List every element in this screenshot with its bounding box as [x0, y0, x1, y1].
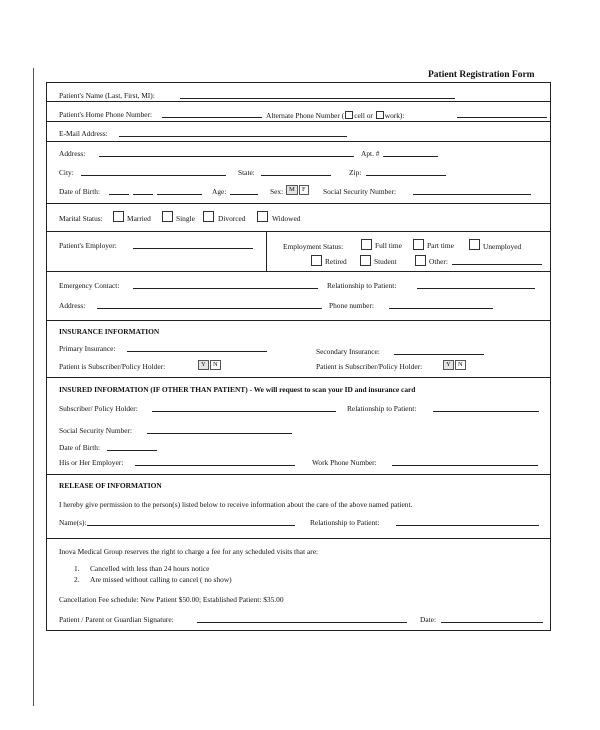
- emergency-phone-label: Phone number:: [329, 301, 374, 310]
- policy-item-number: 2.: [74, 575, 80, 584]
- insured-ssn-label: Social Security Number:: [59, 426, 133, 435]
- secondary-insurance-field[interactable]: [394, 354, 484, 355]
- zip-field[interactable]: [366, 175, 446, 176]
- parttime-option: Part time: [427, 241, 454, 250]
- insured-relationship-field[interactable]: [433, 411, 539, 412]
- cell-checkbox[interactable]: [345, 111, 353, 119]
- secondary-subscriber-yes[interactable]: Y: [443, 360, 454, 370]
- primary-subscriber-yes[interactable]: Y: [198, 360, 209, 370]
- column-divider: [266, 231, 267, 271]
- insured-ssn-field[interactable]: [147, 433, 292, 434]
- fee-schedule: Cancellation Fee schedule: New Patient $50.00; Established Patient: $35.00: [59, 595, 284, 604]
- row-divider: [47, 121, 550, 122]
- marital-label: Marital Status:: [59, 214, 103, 223]
- signature-field[interactable]: [197, 622, 407, 623]
- address-field[interactable]: [99, 156, 354, 157]
- ssn-label: Social Security Number:: [323, 187, 397, 196]
- release-names-label: Name(s):: [59, 518, 87, 527]
- age-field[interactable]: [230, 194, 258, 195]
- release-heading: RELEASE OF INFORMATION: [59, 481, 162, 490]
- divorced-option: Divorced: [218, 214, 246, 223]
- state-field[interactable]: [261, 175, 331, 176]
- row-divider: [47, 271, 550, 272]
- dob-month-field[interactable]: [109, 194, 129, 195]
- single-option: Single: [176, 214, 195, 223]
- row-divider: [47, 538, 550, 539]
- emergency-address-label: Address:: [59, 301, 86, 310]
- unemployed-checkbox[interactable]: [469, 239, 480, 250]
- single-checkbox[interactable]: [162, 211, 173, 222]
- row-divider: [47, 231, 550, 232]
- insured-relationship-label: Relationship to Patient:: [347, 404, 417, 413]
- insured-employer-label: His or Her Employer:: [59, 458, 124, 467]
- emergency-relationship-field[interactable]: [417, 288, 535, 289]
- student-option: Student: [374, 257, 397, 266]
- other-employment-field[interactable]: [452, 264, 542, 265]
- row-divider: [47, 377, 550, 378]
- married-option: Married: [127, 214, 151, 223]
- widowed-option: Widowed: [272, 214, 301, 223]
- sex-f-option[interactable]: F: [299, 185, 309, 195]
- other-option: Other:: [429, 257, 448, 266]
- row-divider: [47, 320, 550, 321]
- policy-intro: Inova Medical Group reserves the right to charge a fee for any scheduled visits that are:: [59, 547, 319, 556]
- insured-employer-field[interactable]: [135, 465, 295, 466]
- emergency-address-field[interactable]: [97, 308, 322, 309]
- dob-day-field[interactable]: [133, 194, 153, 195]
- sex-label: Sex:: [270, 187, 284, 196]
- insured-dob-label: Date of Birth:: [59, 443, 101, 452]
- state-label: State:: [238, 168, 255, 177]
- emergency-label: Emergency Contact:: [59, 281, 120, 290]
- row-divider: [47, 203, 550, 204]
- retired-option: Retired: [325, 257, 347, 266]
- other-checkbox[interactable]: [415, 255, 426, 266]
- fulltime-option: Full time: [375, 241, 402, 250]
- employer-field[interactable]: [133, 248, 253, 249]
- secondary-subscriber-label: Patient is Subscriber/Policy Holder:: [316, 362, 423, 371]
- release-relationship-field[interactable]: [396, 525, 539, 526]
- unemployed-option: Unemployed: [483, 242, 522, 251]
- primary-insurance-field[interactable]: [127, 351, 267, 352]
- primary-subscriber-label: Patient is Subscriber/Policy Holder:: [59, 362, 166, 371]
- emergency-relationship-label: Relationship to Patient:: [327, 281, 397, 290]
- zip-label: Zip:: [349, 168, 362, 177]
- work-phone-label: Work Phone Number:: [312, 458, 377, 467]
- work-checkbox[interactable]: [376, 111, 384, 119]
- policy-item-number: 1.: [74, 564, 80, 573]
- alt-phone-field[interactable]: [457, 117, 547, 118]
- employer-label: Patient's Employer:: [59, 241, 117, 250]
- city-label: City:: [59, 168, 74, 177]
- emergency-phone-field[interactable]: [389, 308, 493, 309]
- row-divider: [47, 141, 550, 142]
- patient-name-label: Patient's Name (Last, First, MI):: [59, 91, 155, 100]
- policy-item: Cancelled with less than 24 hours notice: [90, 564, 210, 573]
- email-field[interactable]: [119, 136, 347, 137]
- alt-phone-label: Alternate Phone Number ( cell or work):: [266, 111, 405, 120]
- patient-name-field[interactable]: [180, 98, 455, 99]
- employment-label: Employment Status:: [283, 242, 344, 251]
- email-label: E-Mail Address:: [59, 129, 108, 138]
- divorced-checkbox[interactable]: [203, 211, 214, 222]
- row-divider: [47, 474, 550, 475]
- fulltime-checkbox[interactable]: [361, 239, 372, 250]
- home-phone-field[interactable]: [162, 117, 262, 118]
- release-relationship-label: Relationship to Patient:: [310, 518, 380, 527]
- policy-item: Are missed without calling to cancel ( no show): [90, 575, 232, 584]
- release-names-field[interactable]: [87, 525, 295, 526]
- page-margin-line: [33, 68, 34, 706]
- insurance-heading: INSURANCE INFORMATION: [59, 327, 160, 336]
- primary-subscriber-no[interactable]: N: [210, 360, 221, 370]
- city-field[interactable]: [81, 175, 226, 176]
- form-title: Patient Registration Form: [428, 70, 535, 80]
- date-label: Date:: [420, 615, 437, 624]
- policy-holder-field[interactable]: [152, 411, 336, 412]
- parttime-checkbox[interactable]: [413, 239, 424, 250]
- release-text: I hereby give permission to the person(s) listed below to receive information about the care of the above named patient.: [59, 500, 413, 509]
- married-checkbox[interactable]: [113, 211, 124, 222]
- ssn-field[interactable]: [413, 194, 531, 195]
- retired-checkbox[interactable]: [311, 255, 322, 266]
- work-phone-field[interactable]: [392, 465, 538, 466]
- dob-year-field[interactable]: [157, 194, 202, 195]
- apt-field[interactable]: [383, 156, 438, 157]
- row-divider: [47, 101, 550, 102]
- student-checkbox[interactable]: [360, 255, 371, 266]
- home-phone-label: Patient's Home Phone Number:: [59, 110, 153, 119]
- age-label: Age:: [212, 187, 227, 196]
- widowed-checkbox[interactable]: [257, 211, 268, 222]
- insured-heading: INSURED INFORMATION (IF OTHER THAN PATIENT) - We will request to scan your ID and insurance card: [59, 385, 416, 394]
- registration-form: [46, 82, 551, 631]
- emergency-name-field[interactable]: [133, 288, 318, 289]
- date-field[interactable]: [441, 622, 543, 623]
- secondary-subscriber-no[interactable]: N: [455, 360, 466, 370]
- policy-holder-label: Subscriber/ Policy Holder:: [59, 404, 138, 413]
- address-label: Address:: [59, 149, 86, 158]
- insured-dob-field[interactable]: [107, 450, 157, 451]
- sex-m-option[interactable]: M: [286, 185, 298, 195]
- apt-label: Apt. #: [361, 149, 380, 158]
- primary-insurance-label: Primary Insurance:: [59, 344, 116, 353]
- signature-label: Patient / Parent or Guardian Signature:: [59, 615, 174, 624]
- secondary-insurance-label: Secondary Insurance:: [316, 347, 380, 356]
- dob-label: Date of Birth:: [59, 187, 101, 196]
